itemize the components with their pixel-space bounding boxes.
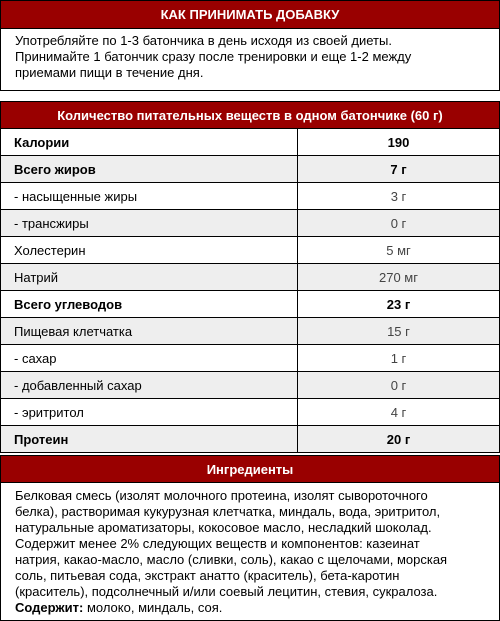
nutrient-name: Калории bbox=[1, 129, 298, 156]
nutrition-row bbox=[1, 345, 500, 372]
ingredients-line: соль, питьевая сода, экстракт анатто (краситель), бета-каротин bbox=[15, 568, 400, 583]
ingredients-line: натрия, какао-масло, масло (сливки, соль), какао с щелочами, морская bbox=[15, 552, 448, 567]
nutrition-table bbox=[0, 128, 500, 453]
nutrient-name: Протеин bbox=[1, 426, 298, 453]
nutrition-row bbox=[1, 318, 500, 345]
nutrient-name: Натрий bbox=[1, 264, 298, 291]
nutrient-name: Пищевая клетчатка bbox=[1, 318, 298, 345]
ingredients-line: Содержит менее 2% следующих веществ и компонентов: казеинат bbox=[15, 536, 420, 551]
contains-label: Содержит: bbox=[15, 600, 84, 615]
nutrition-row bbox=[1, 156, 500, 183]
nutrition-row bbox=[1, 372, 500, 399]
nutrition-row bbox=[1, 399, 500, 426]
ingredients-text-block bbox=[0, 483, 500, 621]
nutrient-value: 0 г bbox=[298, 372, 500, 399]
nutrient-value: 23 г bbox=[298, 291, 500, 318]
nutrition-heading-text: Количество питательных веществ в одном батончике (60 г) bbox=[57, 107, 443, 123]
ingredients-line: (краситель), подсолнечный и/или соевый лецитин, стевия, сукралоза. bbox=[15, 584, 438, 599]
usage-heading-text: КАК ПРИНИМАТЬ ДОБАВКУ bbox=[160, 7, 340, 22]
nutrition-heading bbox=[0, 101, 500, 129]
nutrition-row bbox=[1, 183, 500, 210]
nutrient-name: - сахар bbox=[1, 345, 298, 372]
nutrition-row bbox=[1, 426, 500, 453]
nutrition-row bbox=[1, 129, 500, 156]
ingredients-heading-text: Ингредиенты bbox=[206, 461, 294, 477]
nutrient-name: Холестерин bbox=[1, 237, 298, 264]
nutrition-row bbox=[1, 291, 500, 318]
ingredients-line: натуральные ароматизаторы, кокосовое масло, несладкий шоколад. bbox=[15, 520, 432, 535]
nutrient-name: - трансжиры bbox=[1, 210, 298, 237]
usage-line: приемами пищи в течение дня. bbox=[15, 65, 204, 80]
contains-line bbox=[15, 600, 499, 616]
nutrient-value: 1 г bbox=[298, 345, 500, 372]
nutrition-row bbox=[1, 237, 500, 264]
nutrient-name: Всего углеводов bbox=[1, 291, 298, 318]
nutrient-value: 190 bbox=[298, 129, 500, 156]
nutrient-value: 4 г bbox=[298, 399, 500, 426]
nutrient-value: 270 мг bbox=[298, 264, 500, 291]
nutrient-value: 5 мг bbox=[298, 237, 500, 264]
usage-heading bbox=[0, 0, 500, 29]
nutrient-name: Всего жиров bbox=[1, 156, 298, 183]
nutrient-value: 20 г bbox=[298, 426, 500, 453]
ingredients-line: белка), растворимая кукурузная клетчатка, миндаль, вода, эритритол, bbox=[15, 504, 441, 519]
usage-line: Употребляйте по 1-3 батончика в день исходя из своей диеты. bbox=[15, 33, 392, 48]
ingredients-line: Белковая смесь (изолят молочного протеина, изолят сывороточного bbox=[15, 488, 428, 503]
nutrition-row bbox=[1, 264, 500, 291]
nutrient-value: 3 г bbox=[298, 183, 500, 210]
usage-text-block bbox=[0, 29, 500, 91]
nutrition-row bbox=[1, 210, 500, 237]
nutrient-name: - эритритол bbox=[1, 399, 298, 426]
nutrient-name: - добавленный сахар bbox=[1, 372, 298, 399]
nutrient-name: - насыщенные жиры bbox=[1, 183, 298, 210]
contains-value: молоко, миндаль, соя. bbox=[83, 600, 223, 615]
nutrient-value: 7 г bbox=[298, 156, 500, 183]
usage-line: Принимайте 1 батончик сразу после тренировки и еще 1-2 между bbox=[15, 49, 412, 64]
nutrient-value: 0 г bbox=[298, 210, 500, 237]
nutrient-value: 15 г bbox=[298, 318, 500, 345]
ingredients-heading bbox=[0, 455, 500, 483]
